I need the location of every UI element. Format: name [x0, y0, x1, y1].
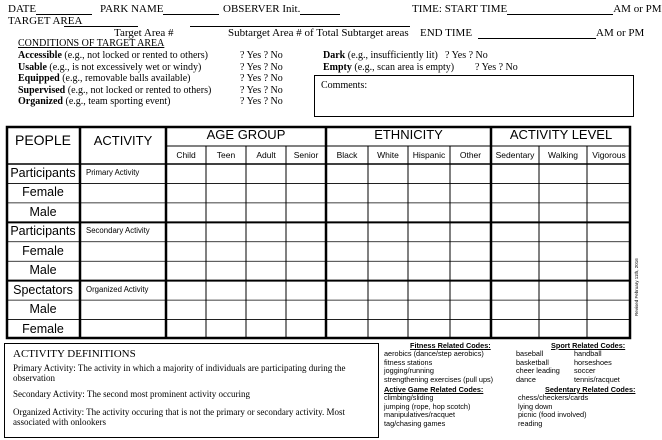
activity-row-label: Organized Activity	[86, 284, 149, 294]
condition-term: Organized	[18, 96, 63, 107]
start-time-field[interactable]	[412, 3, 662, 15]
yes-no-options[interactable]: ? Yes ? No	[240, 73, 283, 84]
sport-codes-list-1	[516, 350, 560, 384]
organized-definition: Organized Activity: The activity occuring that is not the primary or secondary activity. Most associated with onlookers	[13, 407, 346, 427]
park-name-label: PARK NAME	[100, 3, 164, 15]
activity-header: ACTIVITY	[93, 133, 153, 148]
condition-term: Empty	[323, 61, 352, 73]
people-row-label: Male	[29, 302, 57, 317]
am-pm-label: AM or PM	[613, 3, 662, 15]
condition-desc: (e.g., team sporting event)	[63, 96, 171, 107]
observer-field[interactable]	[223, 3, 340, 15]
condition-item	[323, 50, 488, 62]
fitness-code: aerobics (dance/step aerobics)	[384, 349, 484, 358]
condition-item	[18, 96, 283, 108]
active-code: tag/chasing games	[384, 418, 446, 428]
activity-row-label: Primary Activity	[86, 168, 140, 177]
sport-code: basketball	[516, 357, 549, 367]
start-time-label: TIME: START TIME	[412, 3, 508, 15]
active-code: climbing/sliding	[384, 393, 434, 402]
am-pm-label-2: AM or PM	[596, 27, 645, 39]
sedentary-code: chess/checkers/cards	[518, 393, 589, 402]
primary-definition: Primary Activity: The activity in which a majority of individuals are participating during the observation	[13, 363, 346, 383]
condition-desc: (e.g., not locked or rented to others)	[61, 50, 208, 61]
condition-desc: (e.g., scan area is empty)	[351, 61, 455, 73]
ethnicity-subheader: Other	[459, 150, 482, 160]
yes-no-options[interactable]: ? Yes ? No	[240, 96, 283, 107]
condition-item	[18, 73, 283, 85]
condition-term: Dark	[323, 50, 346, 61]
condition-item	[18, 50, 283, 62]
sedentary-code: picnic (food involved)	[518, 410, 587, 419]
sport-codes-title: Sport Related Codes:	[551, 341, 626, 350]
active-codes-title: Active Game Related Codes:	[384, 385, 484, 394]
yes-no-options[interactable]: ? Yes ? No	[445, 50, 488, 61]
fitness-code: strengthening exercises (pull ups)	[384, 374, 494, 384]
people-row-label: Participants	[10, 166, 76, 180]
sedentary-code: reading	[518, 418, 543, 428]
subtarget-label: Subtarget Area # of Total Subtarget areas	[228, 27, 409, 39]
yes-no-options[interactable]: ? Yes ? No	[240, 61, 283, 73]
condition-item	[18, 84, 283, 97]
secondary-definition: Secondary Activity: The second most prominent activity occuring	[13, 389, 251, 399]
ethnicity-subheader: Hispanic	[412, 150, 446, 160]
condition-desc: (e.g., not locked or rented to others)	[65, 84, 212, 96]
date-label: DATE	[8, 3, 37, 15]
sedentary-codes-list	[518, 394, 588, 428]
age-subheader: Adult	[256, 150, 276, 160]
people-header: PEOPLE	[14, 132, 72, 148]
sedentary-codes-title: Sedentary Related Codes:	[545, 385, 636, 394]
fitness-codes-list	[384, 350, 493, 384]
definitions-title: ACTIVITY DEFINITIONS	[13, 348, 136, 360]
people-row-label: Participants	[10, 224, 76, 239]
date-field[interactable]	[8, 3, 92, 15]
age-subheader: Teen	[216, 150, 236, 160]
age-subheader: Senior	[293, 150, 319, 160]
condition-item	[323, 61, 518, 74]
condition-term: Supervised	[18, 84, 66, 96]
conditions-right-list	[323, 50, 518, 73]
condition-item	[18, 61, 283, 74]
activity-level-header: ACTIVITY LEVEL	[509, 127, 613, 142]
target-area-num-label: Target Area #	[114, 27, 174, 39]
condition-desc: (e.g., removable balls available)	[59, 73, 191, 84]
condition-term: Equipped	[18, 73, 60, 84]
condition-desc: (e.g., insufficiently lit)	[345, 50, 438, 61]
activity-level-subheader: Sedentary	[495, 150, 535, 160]
condition-term: Usable	[18, 61, 47, 73]
ethnicity-subheader: Black	[336, 150, 358, 160]
sport-code: horseshoes	[574, 357, 612, 367]
fitness-code: jogging/running	[384, 366, 434, 375]
people-row-label: Female	[22, 185, 64, 200]
end-time-label: END TIME	[420, 27, 473, 39]
condition-desc: (e.g., is not excessively wet or windy)	[46, 61, 202, 73]
sport-code: tennis/racquet	[574, 374, 620, 384]
revised-note: Revised February 11th, 2016	[634, 258, 639, 316]
end-time-field[interactable]	[420, 27, 644, 39]
fitness-codes-title: Fitness Related Codes:	[410, 341, 491, 350]
yes-no-options[interactable]: ? Yes ? No	[240, 50, 283, 61]
yes-no-options[interactable]: ? Yes ? No	[240, 84, 283, 96]
comments-box[interactable]	[314, 75, 634, 117]
people-row-label: Female	[22, 243, 64, 258]
activity-row-label: Secondary Activity	[86, 226, 150, 236]
active-code: manipulatives/racquet	[384, 410, 455, 419]
people-row-label: Spectators	[13, 282, 73, 297]
people-row-label: Male	[29, 204, 57, 219]
age-group-header: AGE GROUP	[206, 127, 286, 142]
fitness-code: fitness stations	[384, 357, 433, 367]
conditions-list	[18, 50, 283, 108]
park-name-field[interactable]	[100, 3, 219, 15]
active-code: jumping (rope, hop scotch)	[384, 401, 471, 411]
condition-term: Accessible	[18, 50, 62, 61]
activity-level-subheader: Vigorous	[592, 150, 626, 160]
ethnicity-header: ETHNICITY	[374, 127, 443, 142]
age-subheader: Child	[176, 150, 196, 160]
ethnicity-subheader: White	[377, 150, 399, 160]
observer-label: OBSERVER Init.	[223, 3, 301, 15]
sport-code: baseball	[516, 349, 544, 358]
definitions-box	[4, 343, 379, 438]
active-codes-list	[384, 394, 470, 428]
sport-code: cheer leading	[516, 366, 560, 375]
target-area-label: TARGET AREA	[8, 15, 83, 27]
people-row-label: Female	[22, 321, 64, 336]
yes-no-options[interactable]: ? Yes ? No	[475, 61, 518, 73]
sedentary-code: lying down	[518, 401, 553, 411]
sport-code: dance	[516, 374, 536, 384]
sport-codes-list-2	[574, 350, 620, 384]
conditions-title: CONDITIONS OF TARGET AREA	[18, 38, 165, 49]
comments-label: Comments:	[321, 80, 368, 91]
people-row-label: Male	[29, 263, 57, 278]
grid-text-layer	[6, 126, 631, 339]
activity-level-subheader: Walking	[548, 150, 578, 160]
sport-code: handball	[574, 349, 602, 358]
sport-code: soccer	[574, 366, 596, 375]
